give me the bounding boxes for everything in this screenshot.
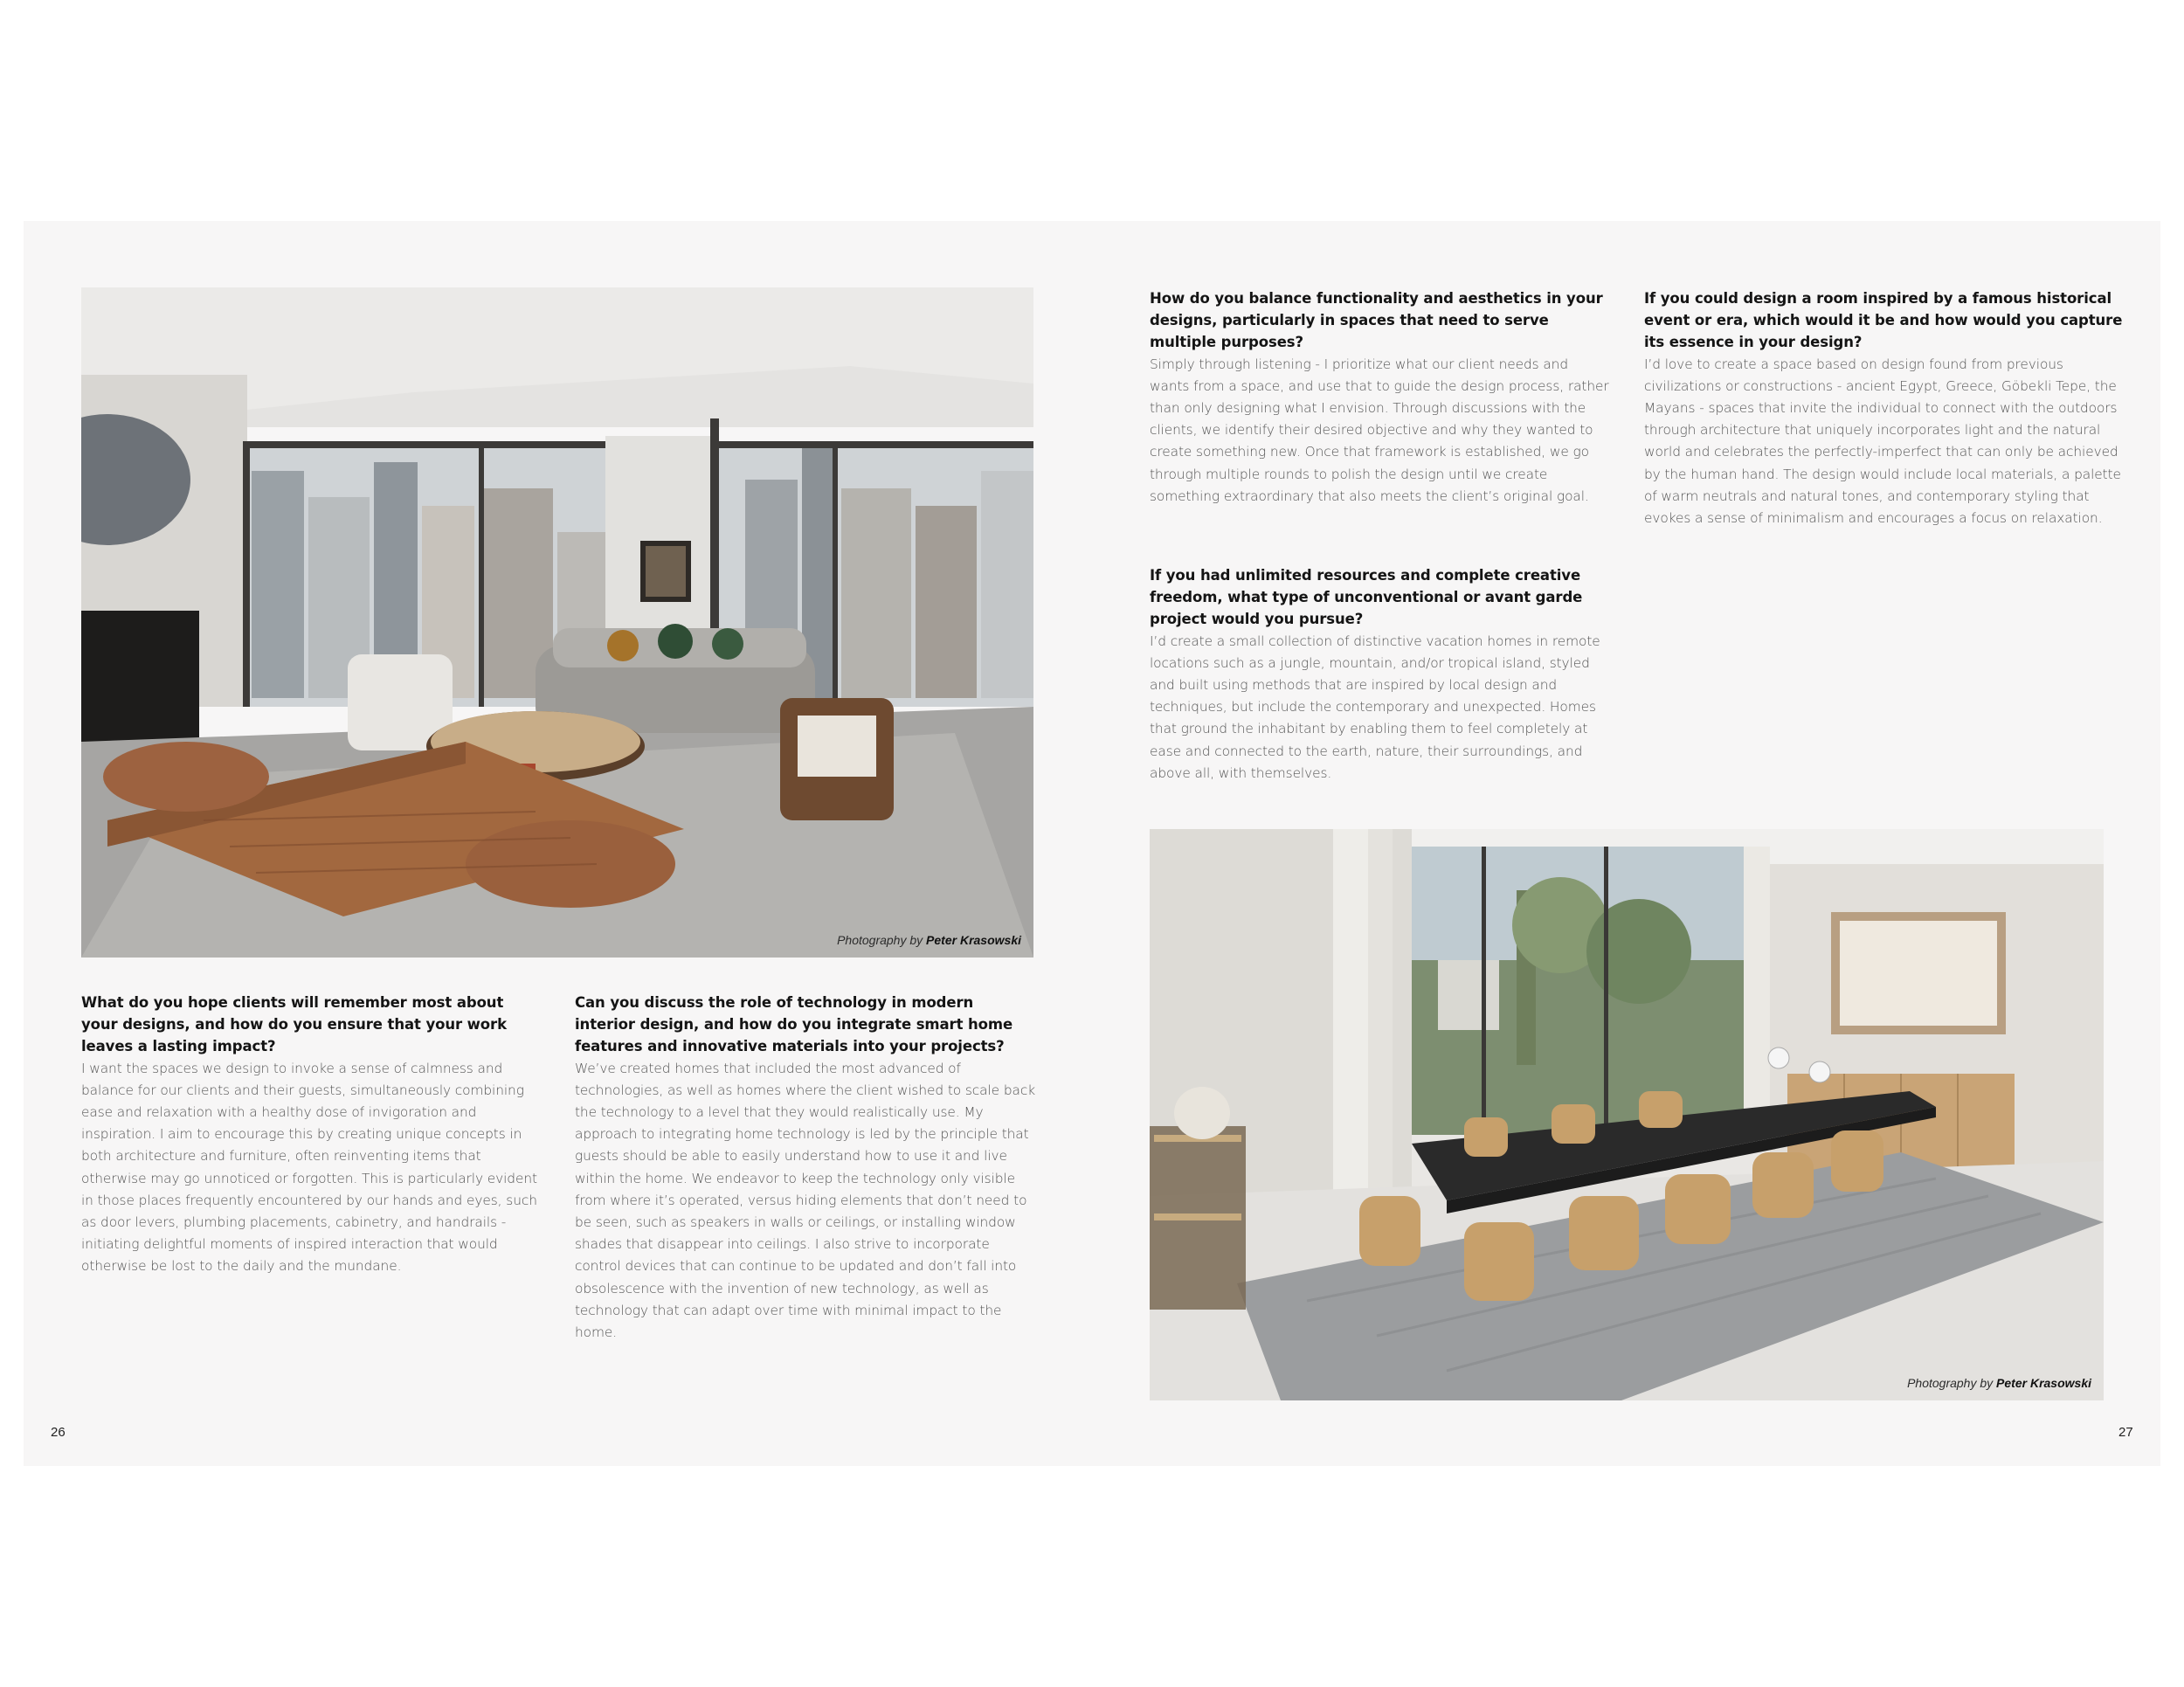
answer-text: I’d create a small collection of distinctive vacation homes in remote locations such as a jungle, mountain, and/or tropical island, styled and built using methods that are inspired by local design and techniques, but include the contemporary and unexpected. Homes that ground the inhabitant by enabling them to feel completely at ease and connected to the earth, nature, their surroundings, and above all, with themselves. bbox=[1150, 633, 1600, 781]
answer-text: I want the spaces we design to invoke a sense of calmness and balance for our clients and their guests, simultaneously combining ease and relaxation with a healthy dose of invigoration and inspiration. I aim to encourage this by creating unique concepts in both architecture and furniture, often reinventing items that otherwise may go unnoticed or forgotten. This is particularly evident in those places frequently encountered by our hands and eyes, such as door levers, plumbing placements, cabinetry, and handrails - initiating delightful moments of inspired interaction that would otherwise be lost to the daily and the mundane. bbox=[81, 1060, 537, 1275]
photo-credit: Photography by Peter Krasowski bbox=[837, 933, 1021, 947]
answer-text: We’ve created homes that included the most advanced of technologies, as well as homes where the client wished to scale back the technology to a level that they would realistically use. My approach to integrating home technology is led by the principle that guests should be able to easily understand how to use it and live within the home. We endeavor to keep the technology only visible from where it’s operated, versus hiding elements that don’t need to be seen, such as speakers in walls or ceilings, or installing window shades that disappear into ceilings. I also strive to incorporate control devices that can continue to be updated and don’t fall into obsolescence with the invention of new technology, as well as technology that can adapt over time with minimal impact to the home. bbox=[575, 1060, 1036, 1341]
photo-credit: Photography by Peter Krasowski bbox=[1907, 1376, 2091, 1390]
answer-text: Simply through listening - I prioritize what our client needs and wants from a space, and use that to guide the design process, rather than only designing what I envision. Through discussions with the clients, we identify their desired objective and why they wanted to create something new. Once that framework is established, we go through multiple rounds to polish the design until we create something extraordinary that also meets the client’s original goal. bbox=[1150, 356, 1609, 504]
qa-block-technology bbox=[575, 992, 1038, 1344]
qa-block-historical-era bbox=[1644, 287, 2123, 529]
dining-room-illustration bbox=[1150, 829, 2104, 1400]
qa-block-client-memory bbox=[81, 992, 543, 1278]
question-heading: If you could design a room inspired by a famous historical event or era, which would it be and how would you capture its essence in your design? bbox=[1644, 290, 2123, 351]
living-room-photo bbox=[81, 287, 1033, 958]
answer-text: I’d love to create a space based on design found from previous civilizations or constructions - ancient Egypt, Greece, Göbekli Tepe, the Mayans - spaces that invite the individual to connect with the outdoors through architecture that uniquely incorporates light and the natural world and celebrates the perfectly-imperfect that can only be achieved by the human hand. The design would include local materials, a palette of warm neutrals and natural tones, and contemporary styling that evokes a sense of minimalism and encourages a focus on relaxation. bbox=[1644, 356, 2121, 527]
magazine-spread bbox=[24, 221, 2160, 1466]
question-heading: If you had unlimited resources and complete creative freedom, what type of unconventional or avant garde project would you pursue? bbox=[1150, 567, 1583, 628]
page-number-left: 26 bbox=[51, 1425, 66, 1440]
dining-room-photo bbox=[1150, 829, 2104, 1400]
page-number-right: 27 bbox=[2118, 1425, 2133, 1440]
question-heading: Can you discuss the role of technology in modern interior design, and how do you integrate smart home features and innovative materials into your projects? bbox=[575, 994, 1013, 1055]
question-heading: How do you balance functionality and aesthetics in your designs, particularly in spaces that need to serve multiple purposes? bbox=[1150, 290, 1603, 351]
qa-block-balance bbox=[1150, 287, 1611, 508]
question-heading: What do you hope clients will remember most about your designs, and how do you ensure that your work leaves a lasting impact? bbox=[81, 994, 507, 1055]
living-room-illustration bbox=[81, 287, 1033, 958]
qa-block-unlimited-resources bbox=[1150, 564, 1611, 785]
